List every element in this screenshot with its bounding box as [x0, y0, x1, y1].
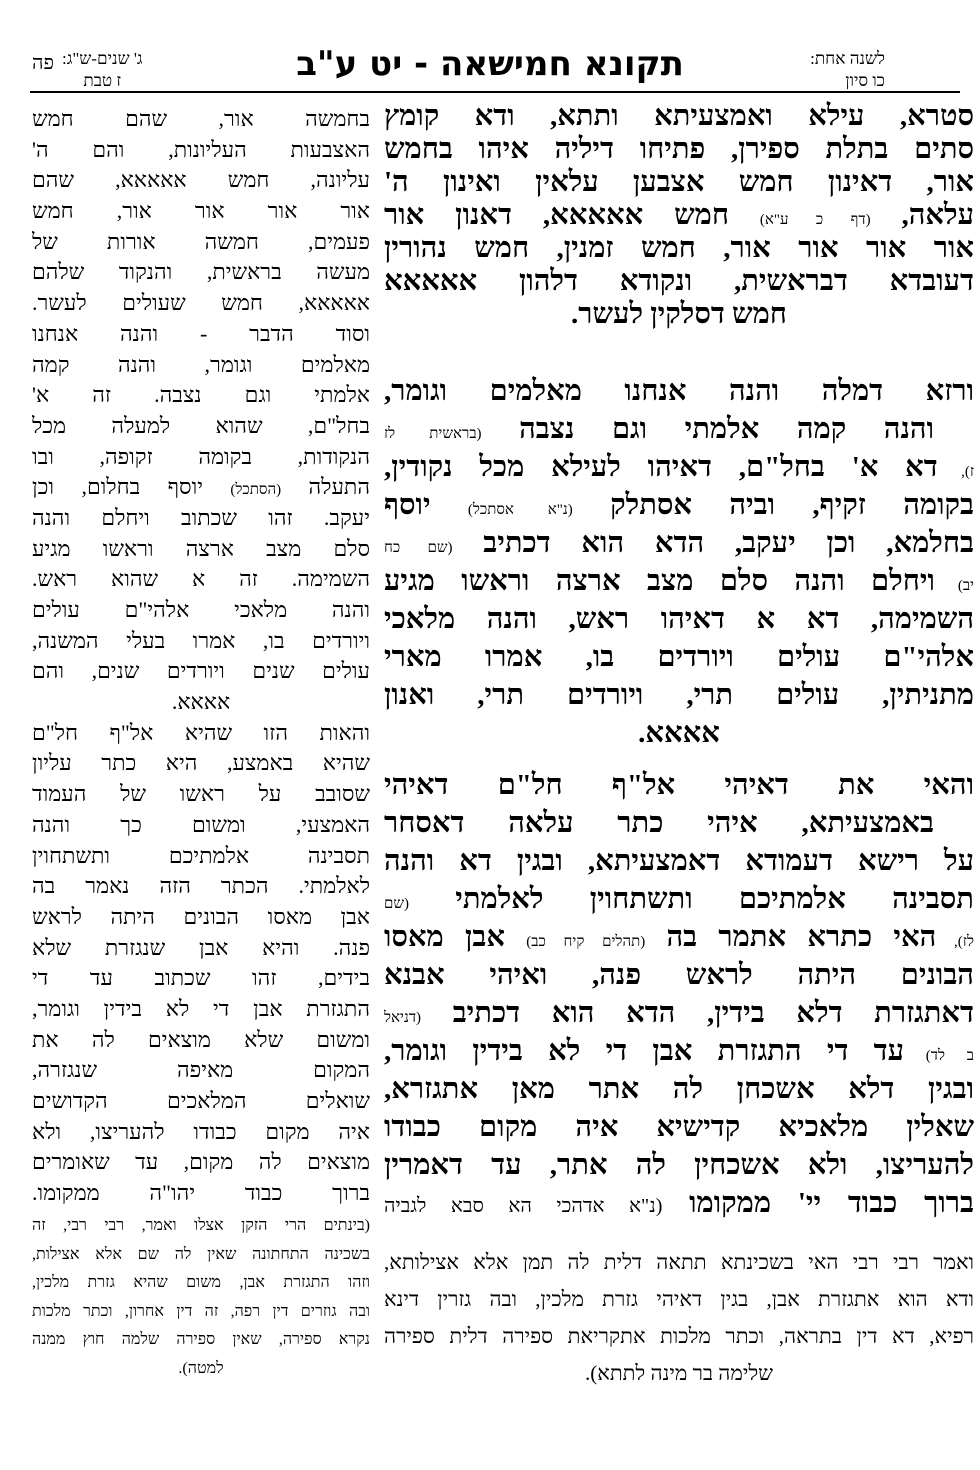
text-segment: נקרא ספירה, שאין ספירה שלמה חוץ ממנה [32, 1331, 370, 1348]
text-segment: סתים בתלת ספירן, פתיחו דיליה איהו בחמש [384, 133, 974, 165]
text-line [32, 626, 370, 657]
text-segment: סלם מצב ארצה וראשו מגיע [32, 535, 370, 561]
text-line [32, 319, 370, 350]
text-line [384, 1070, 974, 1108]
text-segment: התעלה [281, 474, 370, 500]
text-segment: שהיא באמצע, היא כתר עליון [32, 750, 370, 776]
text-line [384, 410, 974, 448]
one-year-schedule [810, 48, 885, 92]
text-line [384, 918, 974, 956]
text-segment: והנה מלאכי אלהי"ם עולים [32, 597, 370, 622]
text-line [32, 380, 370, 411]
one-year-label: לשנה אחת: [810, 49, 885, 68]
text-line [32, 1055, 370, 1086]
text-segment: עד די התגזרת אבן די לא בידין וגומר, [384, 1035, 905, 1067]
text-segment: הבונים היתה לראש פנה, ואיהי אבנא [384, 959, 974, 991]
text-segment: והנה קמה אלמתי וגם נצבה [481, 413, 935, 445]
text-line [384, 1355, 974, 1392]
text-segment: (בינתים הרי הזקן אצלו ואמר, רבי רבי, זה [32, 1217, 370, 1234]
text-line [384, 1184, 974, 1222]
text-line [32, 1086, 370, 1117]
source-reference: (הסתכל) [230, 482, 282, 499]
text-line [384, 265, 974, 298]
text-segment: פנה. והיא אבן שנגזרת שלא [32, 934, 370, 960]
text-line [32, 1178, 370, 1209]
text-segment: אלמתי וגם נצבה. זה א' [32, 382, 370, 408]
text-segment: עלאה, [870, 199, 975, 231]
text-line [384, 562, 974, 600]
text-line [384, 1318, 974, 1355]
text-line [32, 104, 370, 135]
text-segment: הנקודות, בקומה זקופה, ובו [32, 443, 370, 469]
text-segment: חמש אאאאא, דאנון אור [384, 199, 760, 231]
text-segment: מאלמים וגומר, והנה קמה [32, 351, 370, 377]
text-line [32, 933, 370, 964]
text-line [384, 199, 974, 232]
text-segment: אאאא. [638, 717, 720, 749]
side-text-block [32, 104, 370, 1209]
one-year-date: כו סיון [845, 71, 885, 90]
text-line [384, 524, 974, 562]
text-line [32, 810, 370, 841]
text-line [384, 994, 974, 1032]
text-line [32, 196, 370, 227]
text-segment: בחלמא, וכן יעקב, הדא הוא דכתיב [452, 527, 974, 559]
text-segment: ויורדים בו, אמרו בעלי המשנה, [32, 627, 370, 653]
text-segment: והאי את דאיהי אל"ף חל"ם דאיהי [384, 769, 974, 801]
text-line [384, 1108, 974, 1146]
text-line [32, 841, 370, 872]
header-divider [30, 91, 960, 93]
text-line [384, 842, 974, 880]
text-segment: אאאאא, חמש שעולים לעשר. [32, 290, 370, 316]
text-line [32, 994, 370, 1025]
text-line [384, 448, 974, 486]
text-segment: אור אור אור אור, חמש זמנין, חמש נהורין [384, 232, 974, 264]
text-segment: דעובדא דבראשית, ונקודא דלהון אאאאא [384, 265, 974, 297]
text-line [32, 1025, 370, 1056]
source-reference: יב) [934, 578, 974, 594]
text-segment: אבן מאסו [384, 921, 527, 953]
text-segment: עליונה, חמש אאאאא, שהם [32, 167, 370, 193]
source-reference: (דף כ ע"א) [759, 212, 871, 228]
text-line [384, 133, 974, 166]
text-segment: ורזא דמלה והנה אנחנו מאלמים וגומר, [384, 375, 974, 407]
text-line [384, 100, 974, 133]
text-segment: השמימה. זה א שהוא ראש. [32, 566, 370, 592]
text-line [384, 1032, 974, 1070]
main-text-block [384, 100, 974, 331]
text-line [32, 1298, 370, 1327]
text-line [32, 779, 370, 810]
source-reference: (דניאל [384, 1010, 422, 1026]
text-segment: אאאא. [171, 689, 231, 715]
main-text-block [384, 766, 974, 1222]
text-line [32, 1241, 370, 1270]
text-segment: המקום מאיפה שנגזרה, [32, 1057, 370, 1083]
text-line [384, 1146, 974, 1184]
page-number: פה [32, 52, 54, 74]
text-line [32, 350, 370, 381]
text-segment: יוסף בחלום, וכן [32, 474, 231, 500]
text-line [32, 503, 370, 534]
text-line [32, 1269, 370, 1298]
text-segment: רפיא, דא דין בתראה, וכתר מלכות אתקריאת ספירה דלית ספירה [384, 1324, 974, 1348]
text-segment: בקומה זקיף, וביה אסתלק [572, 489, 975, 521]
text-line [32, 1212, 370, 1241]
text-segment: ודא הוא אתגזרת אבן, בגין דאיהי גזרת מלכין, ובה גזרין דינא [384, 1287, 974, 1311]
text-line [384, 1281, 974, 1318]
source-reference: (שם כח [384, 540, 453, 556]
text-line [32, 227, 370, 258]
text-segment: האצבעות העליונות, והם ה' [32, 136, 370, 162]
text-segment: האמצעי, ומשום כך והנה [32, 811, 370, 837]
text-line [32, 1326, 370, 1355]
text-segment: על רישא דעמודא דאמצעיתא, ובגין דא והנה [384, 845, 974, 877]
text-segment: וסוד הדבר - והנה אנחנו [32, 320, 370, 346]
text-line [32, 595, 370, 626]
text-line [32, 472, 370, 503]
text-segment: שלימה בר מינה לתתא). [584, 1361, 774, 1385]
text-segment: התגזרת אבן די לא בידין וגומר, [32, 995, 370, 1021]
main-text-block [384, 1244, 974, 1392]
three-year-schedule [62, 48, 143, 92]
text-segment: תסבינה אלמתיכם ותשתחוין לאלמתי [408, 883, 974, 915]
text-segment: ומשום שלא מוצאים לה את [32, 1026, 370, 1052]
text-segment: להעריצו, ולא אשכחין לה אתר, עד דאמרין [384, 1149, 974, 1181]
text-line [32, 257, 370, 288]
source-reference: (שם [384, 896, 409, 912]
text-segment: מעשה בראשית, והנקוד שלהם [32, 259, 370, 285]
text-line [32, 411, 370, 442]
text-line [32, 165, 370, 196]
text-line [384, 714, 974, 752]
text-segment: ואמר רבי רבי האי בשכינתא תתאה דלית לה תמן אלא אצילותא, [384, 1250, 974, 1274]
text-line [384, 232, 974, 265]
text-line [32, 1147, 370, 1178]
text-segment: לאלמתי. הכתר הזה נאמר בה [32, 873, 370, 899]
text-line [32, 656, 370, 687]
source-reference: (נ"א אסתכל) [467, 502, 573, 518]
text-segment: למטה). [178, 1359, 224, 1377]
text-segment: עולים שנים ויורדים שנים, והם [32, 658, 370, 684]
text-segment: בחל"ם, שהוא למעלה מכל [32, 412, 370, 438]
text-line [384, 298, 974, 331]
text-line [384, 880, 974, 918]
text-segment: תסבינה אלמתיכם ותשתחוין [32, 842, 370, 868]
text-segment: בשכינה התחתונה שאין לה שם אלא אצילות, [32, 1245, 370, 1263]
text-segment: אלהי"ם עולים ויורדים בו, אמרו מארי [384, 641, 974, 673]
text-segment: סטרא, עילא ואמצעיתא ותתא, ודא קומץ [384, 100, 974, 132]
text-line [32, 135, 370, 166]
text-segment: מוצאים לה מקום, עד שאומרים [32, 1149, 370, 1175]
text-segment: איה מקום כבודו להעריצו, ולא [32, 1118, 370, 1144]
text-line [384, 766, 974, 804]
text-segment: ובגין דלא אשכחן לה אתר מאן אתגזרא, [384, 1073, 974, 1105]
text-line [32, 748, 370, 779]
text-segment: יעקב. זהו שכתוב ויחלם והנה [32, 504, 370, 530]
text-line [384, 1244, 974, 1281]
text-segment: מתניתין, עולים תרי, ויורדים תרי, ואנון [384, 679, 974, 711]
text-line [32, 1355, 370, 1384]
text-segment: השמימה, דא א דאיהו ראש, והנה מלאכי [384, 603, 974, 635]
text-line [32, 718, 370, 749]
source-reference: (נ"א אדהכי הא סבא לגביה [384, 1195, 663, 1217]
text-line [384, 638, 974, 676]
text-line [384, 804, 974, 842]
text-line [384, 486, 974, 524]
text-line [32, 1117, 370, 1148]
text-segment: דאתגזרת דלא בידין, הדא הוא דכתיב [421, 997, 974, 1029]
text-segment: חמש דסלקין לעשר. [571, 298, 787, 330]
text-line [32, 687, 370, 718]
three-year-label: ג' שנים-ש"ג: [62, 49, 143, 68]
text-line [384, 956, 974, 994]
three-year-date: ז טבת [83, 71, 122, 90]
side-text-block [32, 1212, 370, 1383]
text-line [32, 534, 370, 565]
text-segment: אור אור אור אור, חמש [32, 198, 370, 224]
page-title: תקונא חמישאה - יט ע"ב [296, 44, 684, 84]
text-segment: פעמים, חמשה אורות של [32, 228, 370, 254]
text-line [32, 871, 370, 902]
text-segment: ברוך כבוד יהו"ה ממקומו. [32, 1180, 370, 1206]
text-line [32, 288, 370, 319]
source-reference: (בראשית לז [384, 426, 482, 442]
text-segment: בידים, זהו שכתוב עד די [32, 965, 370, 991]
text-segment: בחמשה אור, שהם חמש [32, 106, 370, 131]
text-segment: ברוך כבוד יי' ממקומו [662, 1187, 974, 1219]
text-segment: שאלין מלאכיא קדישיא איה מקום כבודו [384, 1111, 974, 1143]
text-line [32, 902, 370, 933]
text-segment: באמצעיתא, איהי כתר עלאה דאסחר [384, 807, 934, 839]
source-reference: (תהלים קיח כב) [526, 934, 646, 950]
main-text-block [384, 372, 974, 752]
text-line [32, 963, 370, 994]
text-segment: שסובב על ראשו של העמוד [32, 781, 370, 807]
text-line [384, 600, 974, 638]
text-line [384, 676, 974, 714]
text-segment: וזהו התגזרת אבן, משום שהיא גזרת מלכין, [32, 1274, 370, 1291]
text-line [384, 166, 974, 199]
text-segment: והאות הזו שהיא אל"ף חל"ם [32, 719, 370, 745]
text-line [32, 564, 370, 595]
source-reference: ז), [937, 464, 974, 480]
text-segment: ובה גוזרים דין רפה, זה דין אחרון, וכתר מלכות [32, 1302, 370, 1320]
text-segment: האי כתרא אתמר בה [645, 921, 937, 953]
text-line [384, 372, 974, 410]
text-segment: אור, דאינון חמש אצבען עלאין ואינון ה' [384, 166, 974, 198]
text-segment: יוסף [384, 489, 468, 521]
text-segment: דא א' בחל"ם, דאיהו לעילא מכל נקודין, [384, 451, 938, 483]
source-reference: לז), [936, 934, 974, 950]
text-segment: אבן מאסו הבונים היתה לראש [32, 903, 370, 929]
text-line [32, 442, 370, 473]
text-segment: ויחלם והנה סלם מצב ארצה וראשו מגיע [384, 565, 935, 597]
text-segment: שואלים המלאכים הקדושים [32, 1088, 370, 1113]
source-reference: ב לד) [904, 1048, 974, 1064]
